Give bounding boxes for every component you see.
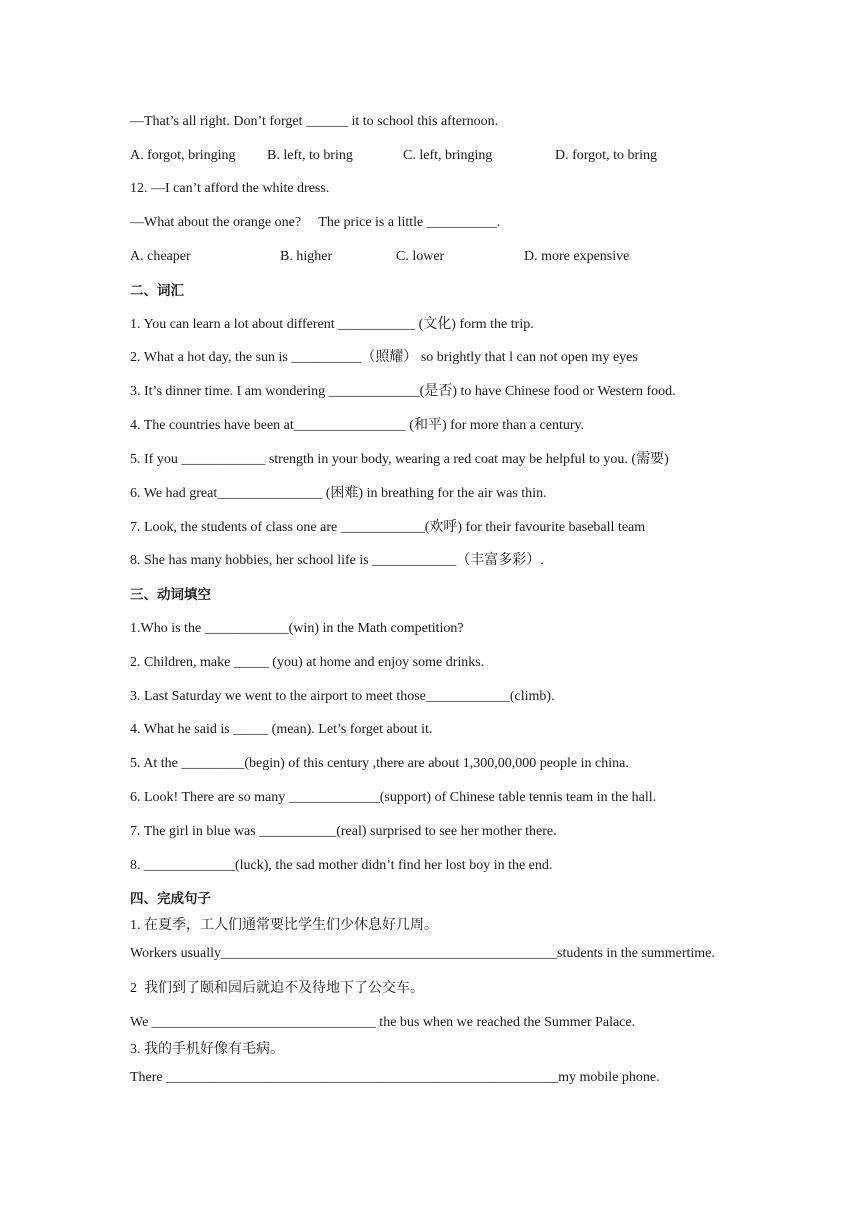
q12-option-d: D. more expensive (524, 249, 630, 264)
sentence-3-chinese: 3. 我的手机好像有毛病。 (130, 1042, 284, 1057)
vocab-item-8: 8. She has many hobbies, her school life is ____________（丰富多彩）. (130, 553, 544, 568)
verb-item-6: 6. Look! There are so many _____________(support) of Chinese table tennis team in the hall. (130, 790, 657, 805)
vocab-item-4: 4. The countries have been at________________ (和平) for more than a century. (130, 418, 585, 433)
verb-item-4: 4. What he said is _____ (mean). Let’s forget about it. (130, 722, 433, 737)
vocab-item-6: 6. We had great_______________ (困难) in breathing for the air was thin. (130, 486, 547, 501)
q11-option-c: C. left, bringing (403, 148, 493, 163)
sentence-1-english: Workers usually________________________________________________students in the summertime. (130, 946, 715, 961)
section-verb-fill-heading: 三、动词填空 (130, 587, 211, 603)
q11-reply: —That’s all right. Don’t forget ______ it to school this afternoon. (130, 114, 499, 129)
vocab-item-1: 1. You can learn a lot about different ___________ (文化) form the trip. (130, 317, 534, 332)
q12-option-a: A. cheaper (130, 249, 191, 264)
q12-prompt: 12. —I can’t afford the white dress. (130, 181, 330, 196)
section-complete-sentences-heading: 四、完成句子 (130, 891, 211, 907)
verb-item-1: 1.Who is the ____________(win) in the Math competition? (130, 621, 464, 636)
q12-reply: —What about the orange one? The price is a little __________. (130, 215, 501, 230)
q12-option-b: B. higher (280, 249, 333, 264)
verb-item-3: 3. Last Saturday we went to the airport to meet those____________(climb). (130, 689, 555, 704)
sentence-2-chinese: 2 我们到了颐和园后就迫不及待地下了公交车。 (130, 981, 424, 996)
vocab-item-3: 3. It’s dinner time. I am wondering _____________(是否) to have Chinese food or Western food. (130, 384, 676, 399)
section-vocabulary-heading: 二、词汇 (130, 283, 184, 299)
verb-item-5: 5. At the _________(begin) of this century ,there are about 1,300,00,000 people in china. (130, 756, 629, 771)
q11-option-a: A. forgot, bringing (130, 148, 236, 163)
verb-item-7: 7. The girl in blue was ___________(real) surprised to see her mother there. (130, 824, 557, 839)
vocab-item-7: 7. Look, the students of class one are ____________(欢呼) for their favourite baseball team (130, 520, 646, 535)
q12-option-c: C. lower (396, 249, 445, 264)
sentence-3-english: There ________________________________________________________my mobile phone. (130, 1070, 660, 1085)
verb-item-2: 2. Children, make _____ (you) at home and enjoy some drinks. (130, 655, 485, 670)
q11-option-b: B. left, to bring (267, 148, 353, 163)
sentence-1-chinese: 1. 在夏季，工人们通常要比学生们少休息好几周。 (130, 918, 438, 933)
verb-item-8: 8. _____________(luck), the sad mother didn’t find her lost boy in the end. (130, 858, 553, 873)
vocab-item-5: 5. If you ____________ strength in your body, wearing a red coat may be helpful to you. (需要) (130, 452, 669, 467)
sentence-2-english: We ________________________________ the bus when we reached the Summer Palace. (130, 1015, 636, 1030)
q11-option-d: D. forgot, to bring (555, 148, 658, 163)
vocab-item-2: 2. What a hot day, the sun is __________（照耀） so brightly that l can not open my eyes (130, 350, 638, 365)
